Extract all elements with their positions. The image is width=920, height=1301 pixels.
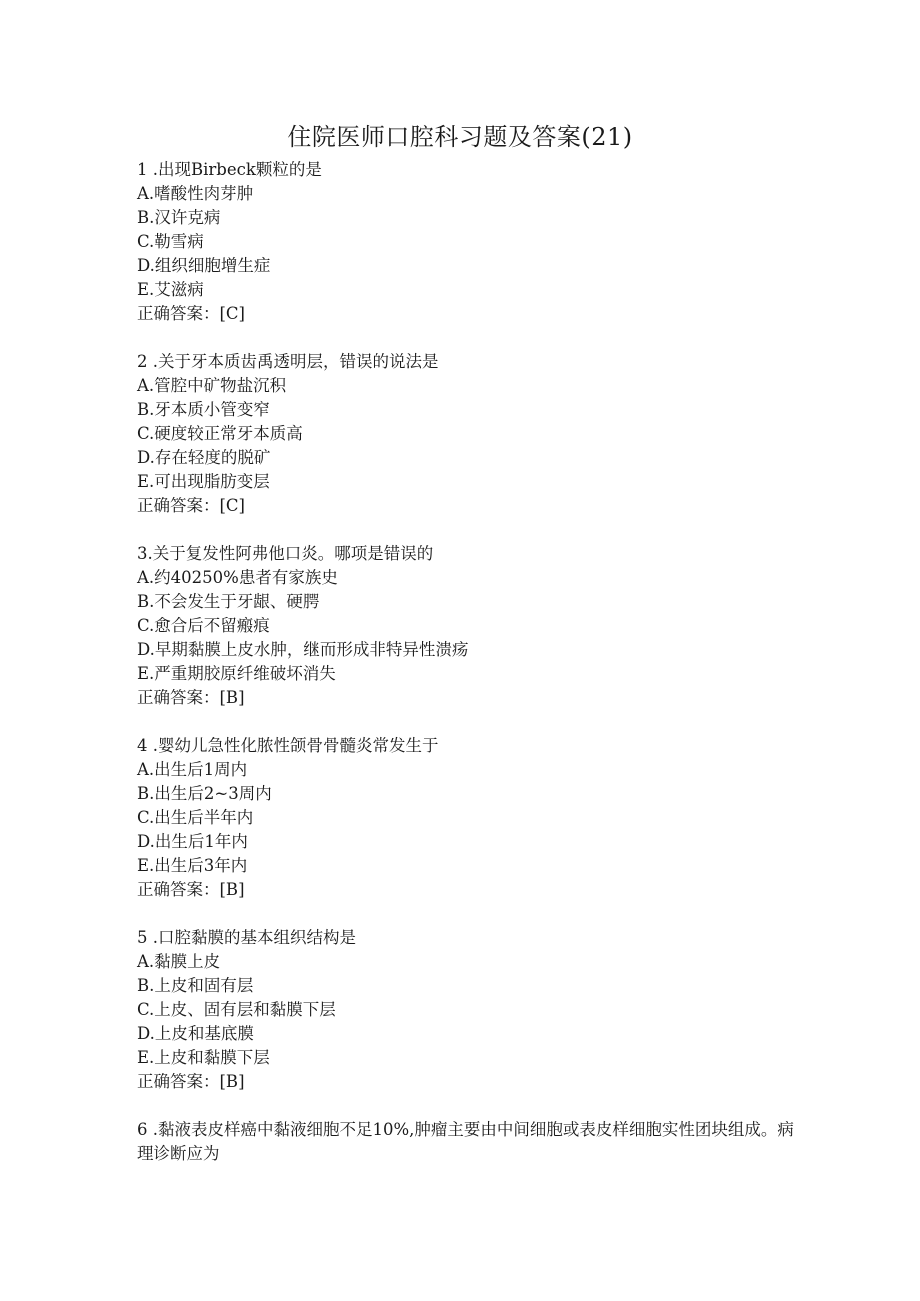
question-stem: 4 .婴幼儿急性化脓性颌骨骨髓炎常发生于 [137, 736, 439, 755]
correct-answer: 正确答案：[C] [137, 304, 245, 323]
option-b: B.上皮和固有层 [137, 976, 254, 995]
option-b: B.不会发生于牙龈、硬腭 [137, 592, 320, 611]
question-3 [137, 542, 797, 710]
option-c: C.出生后半年内 [137, 808, 254, 827]
page-title: 住院医师口腔科习题及答案(21) [287, 123, 633, 151]
option-d: D.出生后1年内 [137, 832, 248, 851]
option-a: A.嗜酸性肉芽肿 [137, 184, 254, 203]
correct-answer: 正确答案：[B] [137, 880, 245, 899]
question-1 [137, 158, 797, 326]
option-d: D.存在轻度的脱矿 [137, 448, 271, 467]
question-stem: 5 .口腔黏膜的基本组织结构是 [137, 928, 356, 947]
option-d: D.组织细胞增生症 [137, 256, 271, 275]
option-d: D.上皮和基底膜 [137, 1024, 254, 1043]
option-a: A.出生后1周内 [137, 760, 248, 779]
option-e: E.严重期胶原纤维破坏消失 [137, 664, 336, 683]
question-stem: 6 .黏液表皮样癌中黏液细胞不足10%,肿瘤主要由中间细胞或表皮样细胞实性团块组成。病理诊断应为 [137, 1120, 794, 1163]
question-stem: 2 .关于牙本质齿禹透明层，错误的说法是 [137, 352, 439, 371]
correct-answer: 正确答案：[B] [137, 688, 245, 707]
option-e: E.艾滋病 [137, 280, 204, 299]
option-c: C.勒雪病 [137, 232, 204, 251]
question-6 [137, 1118, 797, 1166]
option-c: C.硬度较正常牙本质高 [137, 424, 303, 443]
option-e: E.上皮和黏膜下层 [137, 1048, 270, 1067]
question-4 [137, 734, 797, 902]
option-a: A.管腔中矿物盐沉积 [137, 376, 287, 395]
option-c: C.愈合后不留瘢痕 [137, 616, 270, 635]
option-e: E.可出现脂肪变层 [137, 472, 270, 491]
option-a: A.约40250%患者有家族史 [137, 568, 338, 587]
question-list [137, 158, 797, 1190]
option-a: A.黏膜上皮 [137, 952, 221, 971]
correct-answer: 正确答案：[C] [137, 496, 245, 515]
option-b: B.出生后2~3周内 [137, 784, 272, 803]
correct-answer: 正确答案：[B] [137, 1072, 245, 1091]
option-b: B.牙本质小管变窄 [137, 400, 270, 419]
question-stem: 3.关于复发性阿弗他口炎。哪项是错误的 [137, 544, 434, 563]
question-5 [137, 926, 797, 1094]
option-d: D.早期黏膜上皮水肿，继而形成非特异性溃疡 [137, 640, 469, 659]
question-stem: 1 .出现Birbeck颗粒的是 [137, 160, 322, 179]
option-b: B.汉许克病 [137, 208, 221, 227]
option-e: E.出生后3年内 [137, 856, 248, 875]
option-c: C.上皮、固有层和黏膜下层 [137, 1000, 336, 1019]
question-2 [137, 350, 797, 518]
